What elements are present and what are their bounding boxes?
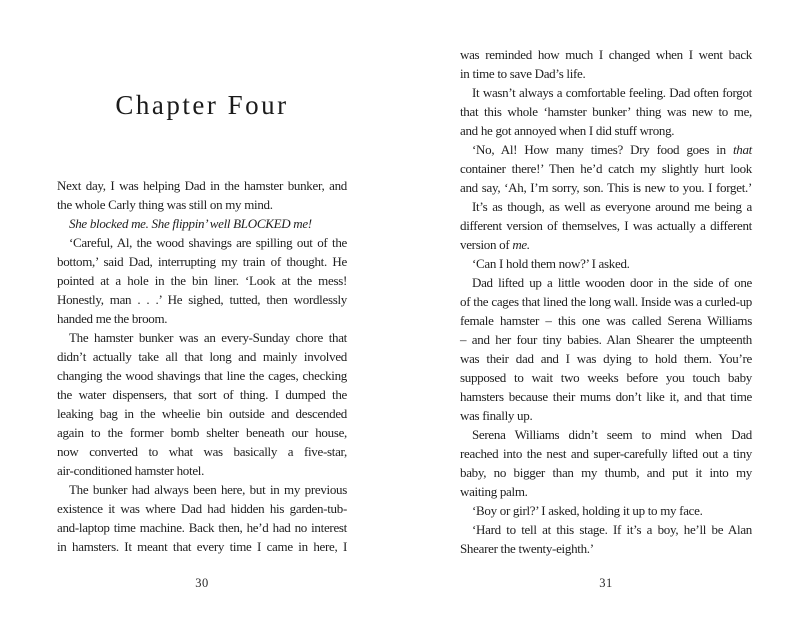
chapter-title: Chapter Four	[115, 90, 289, 120]
text-line: Shearer the twenty-eighth.’	[460, 541, 594, 556]
text-line: leaking bag in the wheelie bin outside and descended	[57, 406, 347, 421]
text-line: different version of themselves, I was actually a different	[460, 218, 752, 233]
text-line: air-conditioned hamster hotel.	[57, 463, 205, 478]
text-line: ‘Hard to tell at this stage. If it’s a boy, he’ll be Alan	[472, 522, 752, 537]
text-line: and-laptop time machine. Back then, he’d had no interest	[57, 520, 347, 535]
text-line: version of me.	[460, 237, 530, 252]
text-line: and he got annoyed when I did stuff wrong.	[460, 123, 675, 138]
page-right	[460, 0, 752, 622]
text-line: was finally up.	[460, 408, 533, 423]
text-line: Next day, I was helping Dad in the hamster bunker, and	[57, 178, 347, 193]
text-line: the water dispensers, that sort of thing. I dumped the	[57, 387, 347, 402]
text-line: handed me the broom.	[57, 311, 168, 326]
text-line: Honestly, man . . .’ He sighed, tutted, then wordlessly	[57, 292, 347, 307]
text-line: in time to save Dad’s life.	[460, 66, 586, 81]
text-line: in hamsters. It meant that every time I came in here, I	[57, 539, 347, 554]
page-left	[57, 0, 347, 622]
page-left-body	[57, 176, 347, 556]
text-line: existence it was where Dad had hidden his garden-tub-	[57, 501, 347, 516]
text-line: Serena Williams didn’t seem to mind when Dad	[472, 427, 752, 442]
text-line: didn’t actually take all that long and mainly involved	[57, 349, 347, 364]
text-line: was reminded how much I changed when I went back	[460, 47, 752, 62]
page-right-body	[460, 45, 752, 558]
text-line: It wasn’t always a comfortable feeling. Dad often forgot	[472, 85, 752, 100]
text-line: ‘Boy or girl?’ I asked, holding it up to my face.	[472, 503, 703, 518]
text-line: reached into the nest and super-carefully lifted out a tiny	[460, 446, 752, 461]
text-line: was their dad and I was dying to hold them. You’re	[460, 351, 752, 366]
text-line: hamsters because their mums don’t like it, and that time	[460, 389, 752, 404]
text-line: baby, no bigger than my thumb, and put it into my	[460, 465, 752, 480]
text-line: the whole Carly thing was still on my mind.	[57, 197, 273, 212]
text-line: bottom,’ said Dad, interrupting my train of thought. He	[57, 254, 347, 269]
text-line: The hamster bunker was an every-Sunday chore that	[69, 330, 347, 345]
text-line: ‘No, Al! How many times? Dry food goes in that	[472, 142, 752, 157]
text-line: pointed at a hole in the bin liner. ‘Look at the mess!	[57, 273, 347, 288]
text-line: It’s as though, as well as everyone around me being a	[472, 199, 752, 214]
text-line: and say, ‘Ah, I’m sorry, son. This is new to you. I forget.’	[460, 180, 752, 195]
text-line: ‘Can I hold them now?’ I asked.	[472, 256, 630, 271]
text-line: female hamster – this one was called Serena Williams	[460, 313, 752, 328]
text-line: ‘Careful, Al, the wood shavings are spilling out of the	[69, 235, 347, 250]
page-number-left: 30	[195, 576, 209, 590]
page-number-right: 31	[599, 576, 613, 590]
text-line: container there!’ Then he’d catch my slightly hurt look	[460, 161, 752, 176]
text-line: supposed to wait two weeks before you touch baby	[460, 370, 752, 385]
text-line: that this whole ‘hamster bunker’ thing was new to me,	[460, 104, 752, 119]
text-line: Dad lifted up a little wooden door in the side of one	[472, 275, 752, 290]
text-line: changing the wood shavings that line the cages, checking	[57, 368, 347, 383]
text-line: – and her four tiny babies. Alan Shearer the umpteenth	[460, 332, 752, 347]
text-line: of the cages that lined the long wall. Inside was a curled-up	[460, 294, 752, 309]
text-line: again to the former bomb shelter beneath our house,	[57, 425, 347, 440]
text-line: now converted to what was basically a five-star,	[57, 444, 347, 459]
text-line: She blocked me. She flippin’ well BLOCKED me!	[69, 216, 312, 231]
text-line: The bunker had always been here, but in my previous	[69, 482, 347, 497]
text-line: waiting palm.	[460, 484, 528, 499]
